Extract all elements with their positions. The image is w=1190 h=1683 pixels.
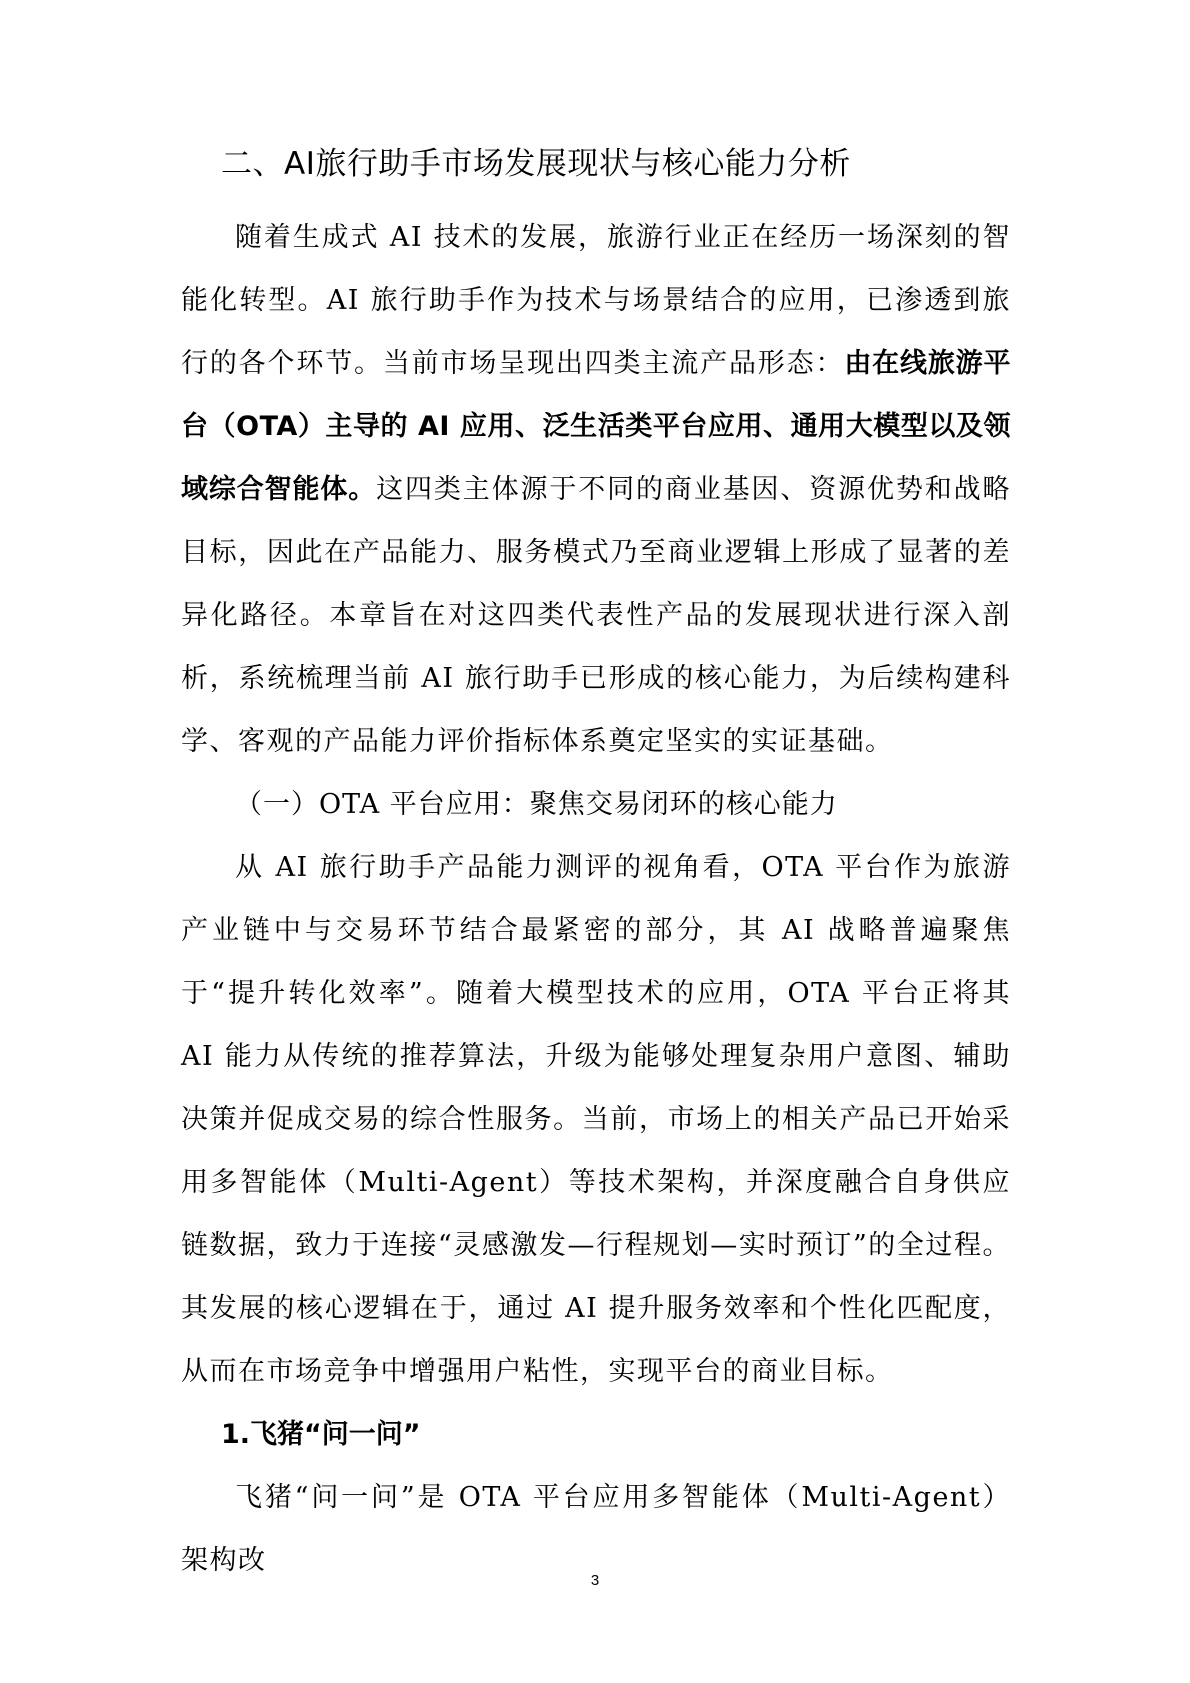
subsection-title: （一）OTA 平台应用：聚焦交易闭环的核心能力 [235,789,838,820]
feizhu-paragraph: 飞猪“问一问”是 OTA 平台应用多智能体（Multi-Agent）架构改 [181,1482,1011,1576]
page-number: 3 [590,1572,600,1589]
intro-paragraph [181,206,1011,773]
section-title: 二、AI旅行助手市场发展现状与核心能力分析 [221,146,851,182]
page-content [181,140,1011,1592]
item-title: 1.飞猪“问一问” [221,1419,421,1450]
intro-text-end: 这四类主体源于不同的商业基因、资源优势和战略目标，因此在产品能力、服务模式乃至商业逻辑上形成了显著的差异化路径。本章旨在对这四类代表性产品的发展现状进行深入剖析，系统梳理当前 AI 旅行助手已形成的核心能力，为后续构建科学、客观的产品能力评价指标体系奠定坚实的实证基础。 [181,474,1011,757]
ota-paragraph: 从 AI 旅行助手产品能力测评的视角看，OTA 平台作为旅游产业链中与交易环节结合最紧密的部分，其 AI 战略普遍聚焦于“提升转化效率”。随着大模型技术的应用，OTA 平台正将其 AI 能力从传统的推荐算法，升级为能够处理复杂用户意图、辅助决策并促成交易的综合性服务。当前，市场上的相关产品已开始采用多智能体（Multi-Agent）等技术架构，并深度融合自身供应链数据，致力于连接“灵感激发—行程规划—实时预订”的全过程。其发展的核心逻辑在于，通过 AI 提升服务效率和个性化匹配度，从而在市场竞争中增强用户粘性，实现平台的商业目标。 [181,852,1011,1387]
intro-bold-text: 由在线旅游平台（OTA）主导的 AI 应用、泛生活类平台应用、通用大模型以及领域综合智能体。 [181,348,1012,505]
intro-text-start: 随着生成式 AI 技术的发展，旅游行业正在经历一场深刻的智能化转型。AI 旅行助手作为技术与场景结合的应用，已渗透到旅行的各个环节。当前市场呈现出四类主流产品形态： [181,222,1011,379]
